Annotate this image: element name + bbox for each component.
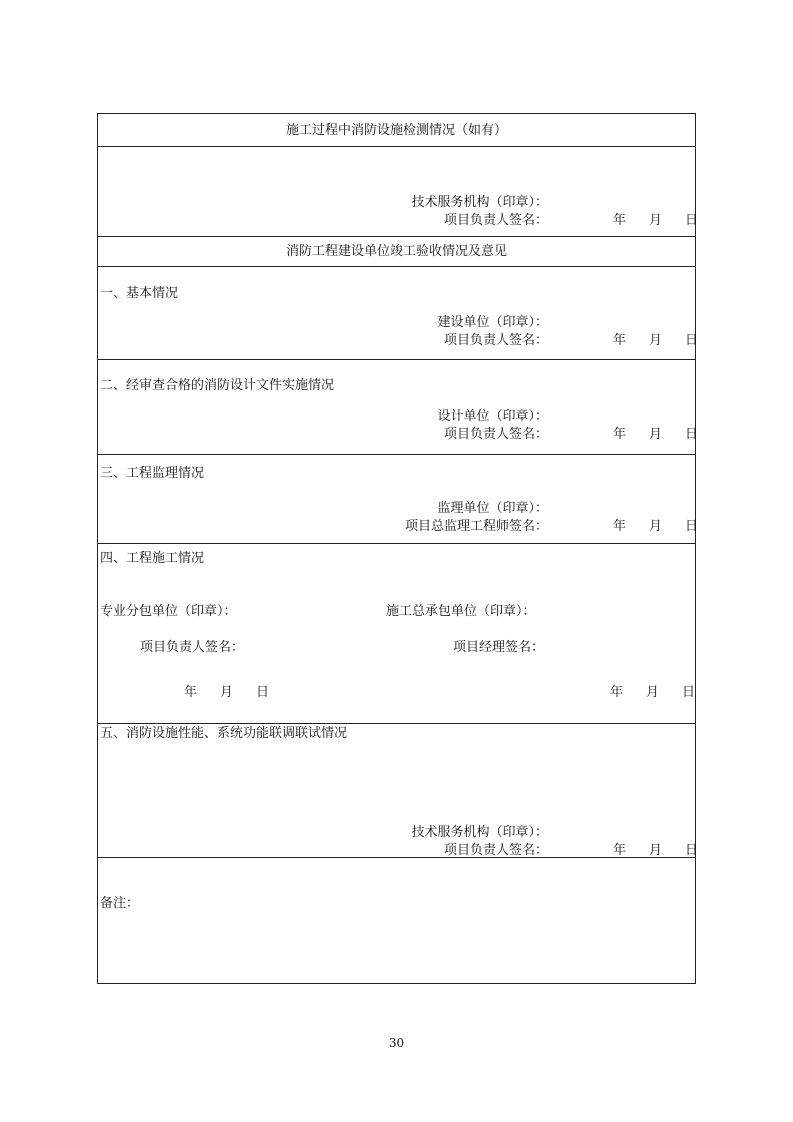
fire-testing-header-row: [98, 114, 695, 146]
fire-testing-org-label: 技术服务机构（印章）：: [411, 195, 548, 210]
month-label: 月: [646, 685, 660, 700]
day-label: 日: [685, 843, 699, 858]
day-label: 日: [682, 685, 696, 700]
day-label: 日: [256, 685, 270, 700]
part4-sub-org-label: 专业分包单位（印章）：: [100, 604, 237, 619]
part2-row: [98, 359, 699, 454]
part2-title: 二、经审查合格的消防设计文件实施情况: [100, 378, 335, 393]
fire-testing-sign-label: 项目负责人签名：: [443, 213, 548, 228]
day-label: 日: [685, 519, 699, 534]
month-label: 月: [649, 843, 663, 858]
part4-general-org-label: 施工总承包单位（印章）：: [386, 604, 536, 619]
part4-sub-sign-label: 项目负责人签名：: [140, 640, 245, 655]
year-label: 年: [613, 213, 627, 228]
day-label: 日: [685, 427, 699, 442]
acceptance-form-table: [97, 113, 699, 984]
page-number: 30: [388, 1036, 405, 1050]
day-label: 日: [685, 213, 699, 228]
year-label: 年: [184, 685, 198, 700]
day-label: 日: [685, 333, 699, 348]
fire-testing-content-row: [98, 146, 699, 236]
year-label: 年: [613, 333, 627, 348]
month-label: 月: [649, 519, 663, 534]
month-label: 月: [649, 333, 663, 348]
part2-sign-label: 项目负责人签名：: [443, 427, 548, 442]
part5-org-label: 技术服务机构（印章）：: [411, 825, 548, 840]
part1-row: [98, 266, 699, 359]
part5-title: 五、消防设施性能、系统功能联调联试情况: [100, 726, 348, 741]
part1-org-label: 建设单位（印章）：: [437, 315, 548, 330]
part1-title: 一、基本情况: [100, 286, 179, 301]
part4-title: 四、工程施工情况: [100, 551, 205, 566]
month-label: 月: [649, 427, 663, 442]
year-label: 年: [613, 843, 627, 858]
month-label: 月: [649, 213, 663, 228]
part4-general-sign-label: 项目经理签名：: [453, 640, 545, 655]
fire-testing-header: 施工过程中消防设施检测情况（如有）: [285, 123, 507, 138]
part5-row: [98, 723, 699, 858]
year-label: 年: [613, 519, 627, 534]
part4-row: [98, 543, 695, 723]
remarks-row: [98, 857, 695, 983]
part5-sign-label: 项目负责人签名：: [443, 843, 548, 858]
part3-row: [98, 454, 699, 543]
year-label: 年: [613, 427, 627, 442]
part1-sign-label: 项目负责人签名：: [443, 333, 548, 348]
acceptance-header: 消防工程建设单位竣工验收情况及意见: [285, 244, 507, 259]
month-label: 月: [220, 685, 234, 700]
part3-sign-label: 项目总监理工程师签名：: [404, 519, 548, 534]
part3-title: 三、工程监理情况: [100, 466, 205, 481]
remarks-label: 备注：: [100, 896, 140, 911]
part2-org-label: 设计单位（印章）：: [437, 409, 548, 424]
part3-org-label: 监理单位（印章）：: [437, 501, 548, 516]
year-label: 年: [610, 685, 624, 700]
acceptance-header-row: [98, 236, 695, 266]
